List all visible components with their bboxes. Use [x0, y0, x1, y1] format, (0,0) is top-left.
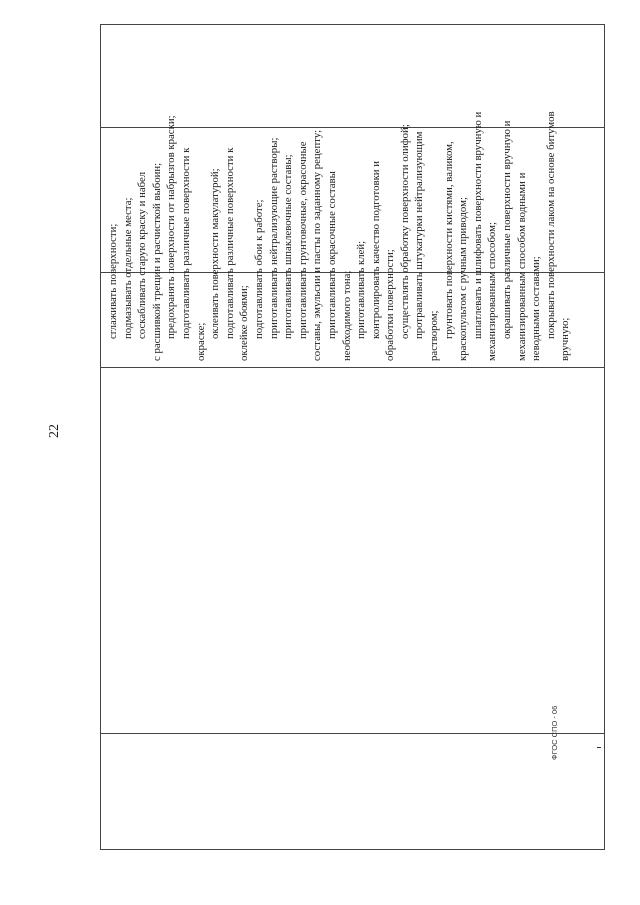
skill-line: механизированным способом;: [486, 222, 499, 361]
skill-line: с расшивкой трещин и расчисткой выбоин;: [150, 162, 163, 361]
skill-line: окрашивать различные поверхности вручную и: [501, 120, 514, 339]
skill-line: подготавливать различные поверхности к: [223, 147, 236, 339]
skill-line: протравливать штукатурки нейтрализующим: [413, 131, 426, 339]
skill-line: подготавливать обои к работе;: [252, 199, 265, 339]
skill-line: приготавливать шпаклевочные составы;: [282, 154, 295, 339]
skill-line: необходимого тона;: [340, 270, 353, 361]
skill-line: краскопультом с ручным приводом;: [457, 197, 470, 361]
skills-cell: [101, 24, 604, 367]
skill-line: контролировать качество подготовки и: [369, 160, 382, 339]
skill-line: приготавливать окрасочные составы: [325, 171, 338, 339]
skill-line: предохранять поверхности от набрызгов краски;: [165, 115, 178, 339]
skill-line: приготавливать грунтовочные, окрасочные: [296, 141, 309, 339]
skill-line: оклеивать поверхности макулатурой;: [209, 168, 222, 339]
skill-line: составы, эмульсии и пасты по заданному рецепту;: [311, 129, 324, 361]
skill-line: окраске;: [194, 322, 207, 361]
skill-line: механизированным способом водными и: [515, 172, 528, 361]
document-footer: ФГОС СПО - 06: [550, 705, 559, 760]
skill-line: оклейке обоями;: [238, 285, 251, 361]
skill-line: неводными составами;: [530, 256, 543, 361]
skill-line: раствором;: [428, 310, 441, 361]
skills-list: [101, 24, 604, 367]
skill-line: обработки поверхности;: [384, 249, 397, 361]
table-row-divider: [100, 367, 605, 368]
page-number: 22: [47, 424, 62, 438]
skill-line: приготавливать клей;: [355, 240, 368, 339]
skill-line: вручную;: [559, 317, 572, 361]
table-row-divider: [100, 733, 605, 734]
skill-line: грунтовать поверхности кистями, валиком,: [442, 141, 455, 339]
skill-line: сглаживать поверхности;: [107, 223, 119, 339]
skill-line: соскабливать старую краску и набел: [136, 171, 149, 339]
skill-line: подмазывать отдельные места;: [121, 197, 134, 339]
skill-line: осуществлять обработку поверхности олифой;: [398, 124, 411, 339]
skill-line: шпатлевать и шлифовать поверхности вручную и: [471, 111, 484, 339]
skill-line: покрывать поверхности лаком на основе битумов: [544, 111, 557, 339]
skill-line: приготавливать нейтрализующие растворы;: [267, 137, 280, 339]
footer-mark: [597, 747, 601, 748]
skill-line: подготавливать различные поверхности к: [179, 147, 192, 339]
